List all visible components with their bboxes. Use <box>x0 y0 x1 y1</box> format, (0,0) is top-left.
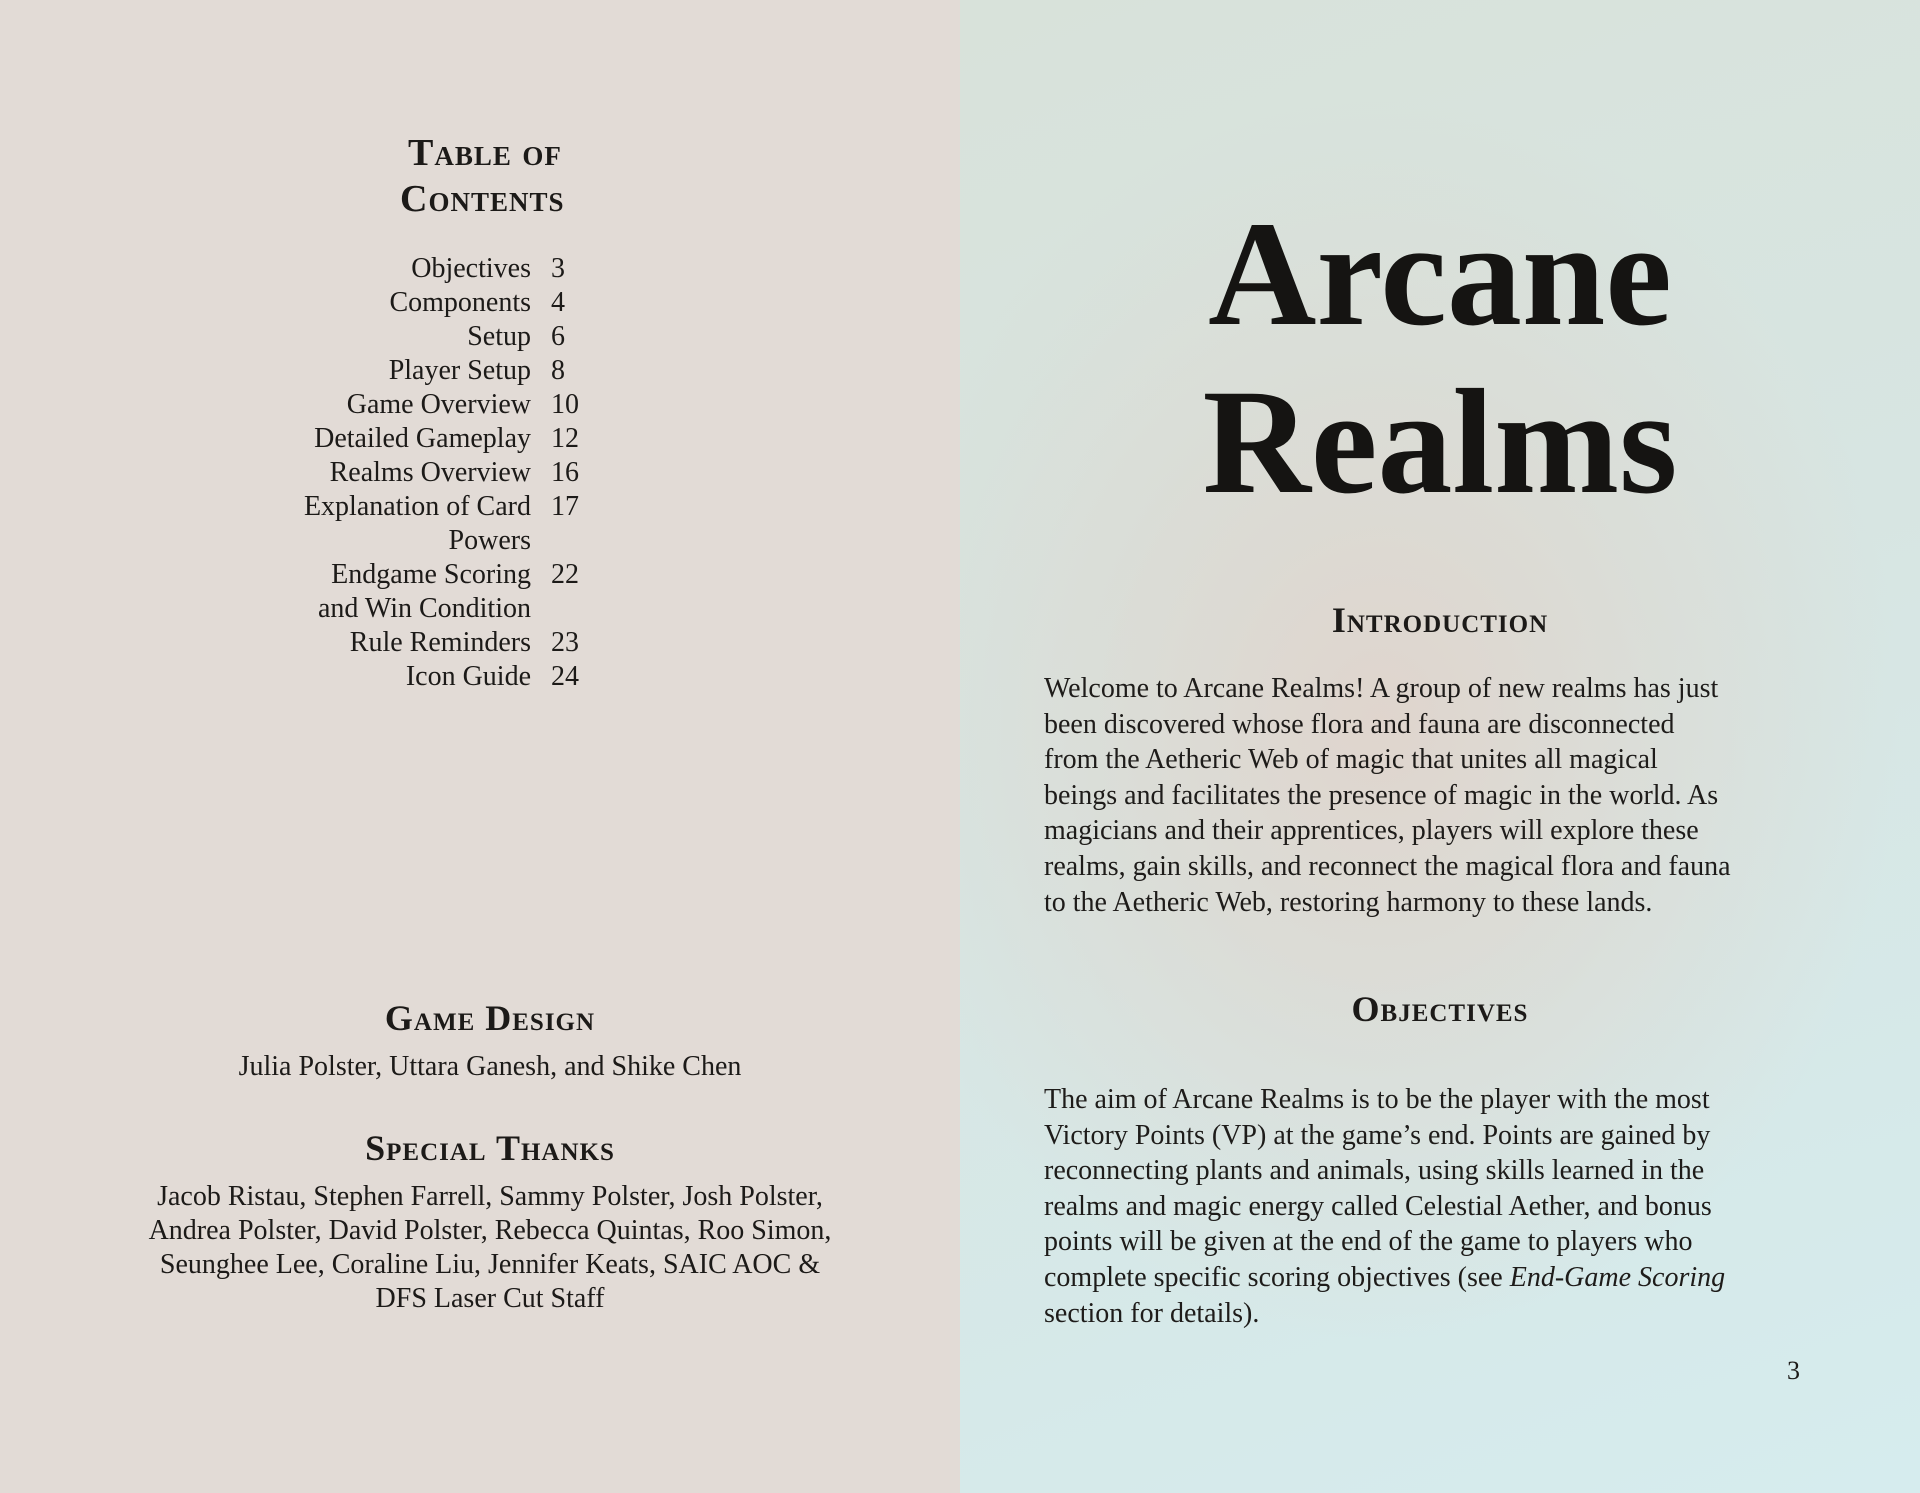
toc-entry-label: Endgame Scoring <box>331 559 531 590</box>
toc-entry-page <box>531 524 611 558</box>
special-thanks-section <box>100 1126 880 1316</box>
introduction-text <box>1044 671 1834 920</box>
toc-entry-page: 6 <box>551 321 565 352</box>
toc-entry-page: 17 <box>551 491 579 522</box>
toc-entry-page: 22 <box>551 559 579 590</box>
toc-title <box>340 130 640 222</box>
special-thanks-line: Jacob Ristau, Stephen Farrell, Sammy Polster, Josh Polster, <box>157 1181 823 1212</box>
special-thanks-names <box>100 1180 880 1316</box>
toc-entry-page: 4 <box>551 287 565 318</box>
toc-entry-label: Explanation of Card <box>303 491 531 522</box>
introduction-line: to the Aetheric Web, restoring harmony to these lands. <box>1044 886 1653 918</box>
toc-entry <box>200 558 620 592</box>
special-thanks-heading: Special Thanks <box>365 1128 615 1168</box>
right-page <box>960 0 1920 1493</box>
introduction-line: beings and facilitates the presence of magic in the world. As <box>1044 779 1719 811</box>
introduction-line: been discovered whose flora and fauna are disconnected <box>1044 708 1675 740</box>
toc-entry <box>200 286 620 320</box>
objectives-line: points will be given at the end of the game to players who <box>1044 1226 1693 1258</box>
introduction-line: magicians and their apprentices, players will explore these <box>1044 815 1699 847</box>
toc-entry-page: 12 <box>551 423 579 454</box>
toc-title-line1: Table of <box>408 132 562 174</box>
introduction-line: Welcome to Arcane Realms! A group of new realms has just <box>1044 673 1719 704</box>
toc-entry <box>200 626 620 660</box>
objectives-line6-text: complete specific scoring objectives (see <box>1044 1261 1510 1293</box>
toc-entry-page: 10 <box>551 389 579 420</box>
book-title-line2: Realms <box>1202 359 1678 525</box>
toc-entry-label: Player Setup <box>388 355 531 386</box>
game-design-section <box>100 996 880 1084</box>
toc-entry <box>200 660 620 694</box>
toc-entry <box>200 354 620 388</box>
toc-entry-page: 24 <box>551 661 579 692</box>
objectives-line: reconnecting plants and animals, using skills learned in the <box>1044 1155 1705 1187</box>
toc-entry-label: Objectives <box>411 253 531 284</box>
toc-entry-label: Game Overview <box>346 389 531 420</box>
objectives-line: The aim of Arcane Realms is to be the player with the most <box>1044 1084 1710 1115</box>
end-game-scoring-reference: End-Game Scoring <box>1509 1261 1726 1293</box>
objectives-line: Victory Points (VP) at the game’s end. Points are gained by <box>1044 1119 1711 1151</box>
introduction-line: realms, gain skills, and reconnect the magical flora and fauna <box>1044 850 1731 882</box>
toc-entry-label: and Win Condition <box>317 593 531 624</box>
page-number: 3 <box>1787 1356 1800 1385</box>
toc-entry-label: Components <box>389 287 531 318</box>
objectives-line: section for details). <box>1044 1297 1260 1329</box>
toc-entry <box>200 320 620 354</box>
introduction-heading: Introduction <box>1331 600 1549 640</box>
toc-entry <box>200 524 620 558</box>
book-title-line1: Arcane <box>1208 191 1672 357</box>
toc-entry <box>200 592 620 626</box>
toc-entry-page: 3 <box>551 253 565 284</box>
toc-entry <box>200 490 620 524</box>
objectives-text <box>1044 1082 1834 1331</box>
toc-list <box>200 252 620 694</box>
toc-entry-page: 8 <box>551 355 565 386</box>
toc-entry-label: Powers <box>448 525 531 556</box>
toc-entry <box>200 252 620 286</box>
special-thanks-line: Seunghee Lee, Coraline Liu, Jennifer Keats, SAIC AOC & <box>159 1249 821 1280</box>
toc-entry-label: Detailed Gameplay <box>314 423 531 454</box>
toc-entry-label: Icon Guide <box>405 661 531 692</box>
toc-entry-page: 23 <box>551 627 579 658</box>
toc-entry <box>200 388 620 422</box>
objectives-heading: Objectives <box>1351 989 1529 1029</box>
introduction-line: from the Aetheric Web of magic that unites all magical <box>1044 744 1658 776</box>
objectives-line <box>1044 1260 1834 1296</box>
game-design-names: Julia Polster, Uttara Ganesh, and Shike Chen <box>238 1051 742 1082</box>
toc-entry-label: Rule Reminders <box>349 627 531 658</box>
toc-entry <box>200 456 620 490</box>
book-title <box>1070 190 1810 526</box>
toc-entry-page <box>531 592 611 626</box>
game-design-heading: Game Design <box>384 998 596 1038</box>
toc-entry <box>200 422 620 456</box>
special-thanks-line: Andrea Polster, David Polster, Rebecca Quintas, Roo Simon, <box>148 1215 832 1246</box>
special-thanks-line: DFS Laser Cut Staff <box>375 1283 605 1314</box>
toc-entry-page: 16 <box>551 457 579 488</box>
objectives-line: realms and magic energy called Celestial Aether, and bonus <box>1044 1190 1712 1222</box>
toc-entry-label: Realms Overview <box>329 457 531 488</box>
toc-entry-label: Setup <box>467 321 531 352</box>
toc-title-line2: Contents <box>400 178 565 220</box>
